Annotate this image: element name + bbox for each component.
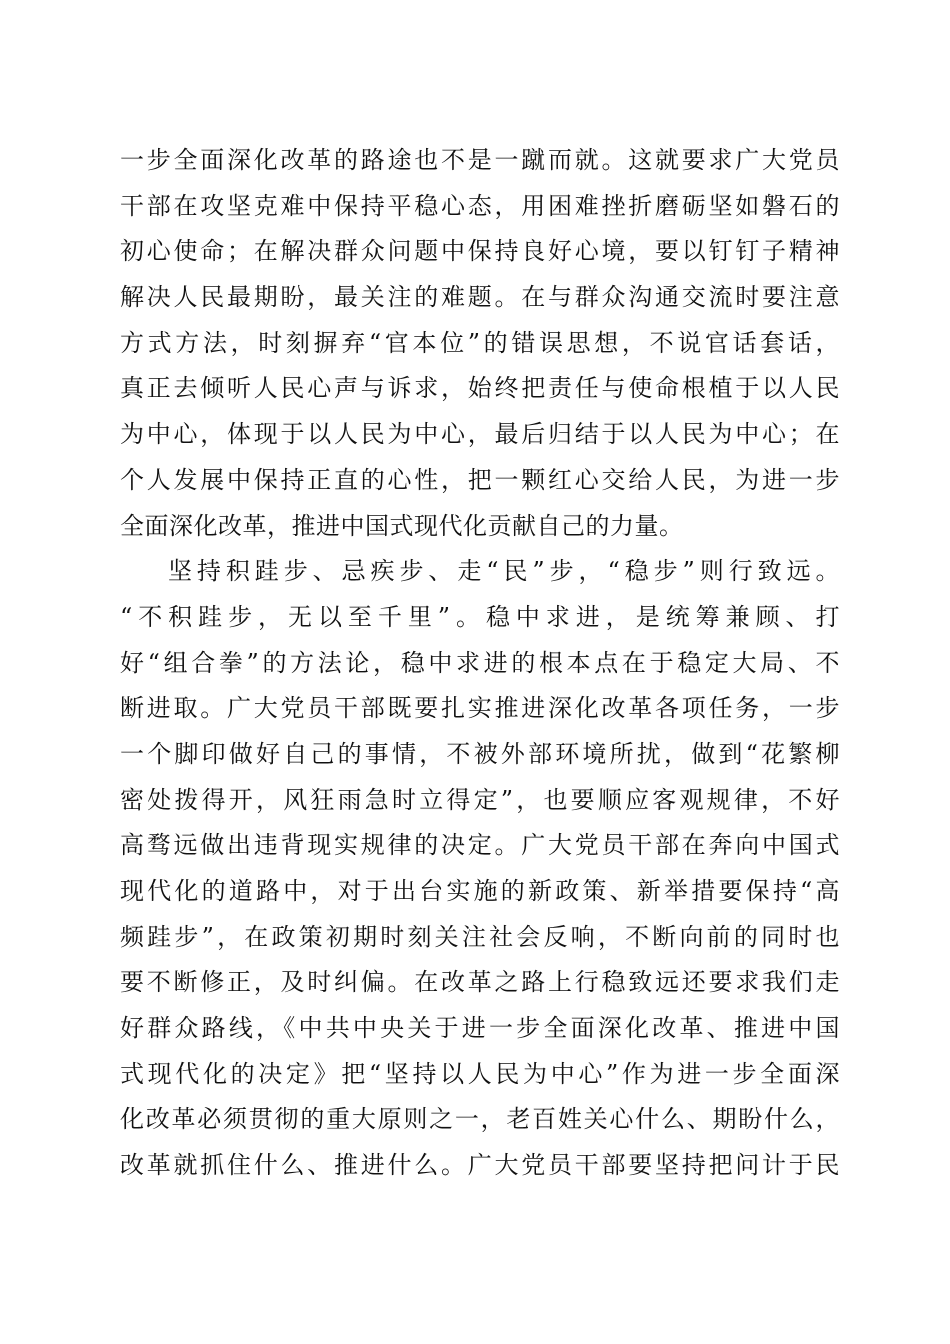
text-line: 频跬步”，在政策初期时刻关注社会反响，不断向前的同时也 bbox=[120, 922, 840, 951]
text-line: 全面深化改革，推进中国式现代化贡献自己的力量。 bbox=[120, 511, 684, 540]
text-line: 化改革必须贯彻的重大原则之一，老百姓关心什么、期盼什么， bbox=[120, 1105, 840, 1134]
text-line: 干部在攻坚克难中保持平稳心态，用困难挫折磨砺坚如磐石的 bbox=[120, 191, 840, 220]
text-line: 真正去倾听人民心声与诉求，始终把责任与使命根植于以人民 bbox=[120, 374, 840, 403]
text-line: 式现代化的决定》把“坚持以人民为中心”作为进一步全面深 bbox=[120, 1059, 840, 1088]
text-line: 断进取。广大党员干部既要扎实推进深化改革各项任务，一步 bbox=[120, 694, 840, 723]
text-line: 为中心，体现于以人民为中心，最后归结于以人民为中心；在 bbox=[120, 420, 840, 449]
text-line: 现代化的道路中，对于出台实施的新政策、新举措要保持“高 bbox=[120, 877, 840, 905]
text-line: 改革就抓住什么、推进什么。广大党员干部要坚持把问计于民 bbox=[120, 1151, 840, 1180]
paragraph-1 bbox=[120, 138, 840, 549]
text-line: 解决人民最期盼，最关注的难题。在与群众沟通交流时要注意 bbox=[120, 283, 840, 312]
text-line: 密处拨得开，风狂雨急时立得定”，也要顺应客观规律，不好 bbox=[120, 785, 840, 814]
text-line: 要不断修正，及时纠偏。在改革之路上行稳致远还要求我们走 bbox=[120, 968, 840, 997]
text-line: 高骛远做出违背现实规律的决定。广大党员干部在奔向中国式 bbox=[120, 831, 840, 860]
body-text bbox=[120, 138, 840, 1189]
text-line: 一个脚印做好自己的事情，不被外部环境所扰，做到“花繁柳 bbox=[120, 739, 840, 768]
text-line: 好群众路线，《中共中央关于进一步全面深化改革、推进中国 bbox=[120, 1014, 840, 1043]
text-line: 个人发展中保持正直的心性，把一颗红心交给人民，为进一步 bbox=[120, 465, 840, 494]
text-line: 好“组合拳”的方法论，稳中求进的根本点在于稳定大局、不 bbox=[120, 648, 840, 677]
text-line: 初心使命；在解决群众问题中保持良好心境，要以钉钉子精神 bbox=[120, 237, 840, 266]
text-line: “不积跬步，无以至千里”。稳中求进，是统筹兼顾、打 bbox=[120, 602, 840, 631]
text-line: 方式方法，时刻摒弃“官本位”的错误思想，不说官话套话， bbox=[120, 328, 840, 357]
paragraph-2 bbox=[120, 549, 840, 1189]
text-line: 一步全面深化改革的路途也不是一蹴而就。这就要求广大党员 bbox=[120, 146, 840, 174]
text-line: 坚持积跬步、忌疾步、走“民”步，“稳步”则行致远。 bbox=[168, 557, 840, 586]
